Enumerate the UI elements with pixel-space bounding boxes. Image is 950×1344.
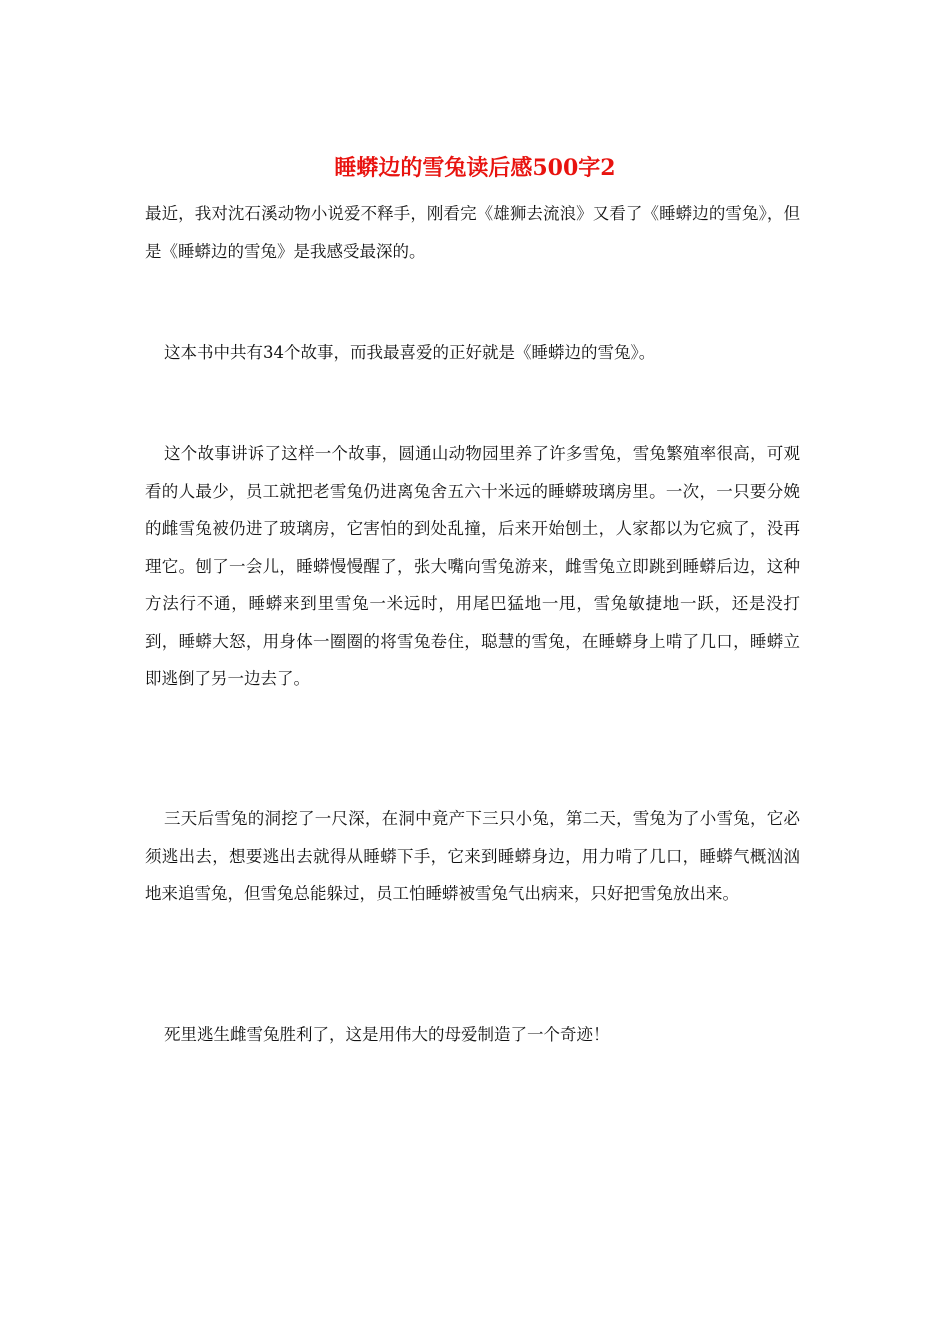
paragraph-escape: 三天后雪兔的洞挖了一尺深，在洞中竟产下三只小兔，第二天，雪兔为了小雪兔，它必须逃出去，想要逃出去就得从睡蟒下手，它来到睡蟒身边，用力啃了几口，睡蟒气概汹汹地来追雪兔，但雪兔总能躲过，员工怕睡蟒被雪兔气出病来，只好把雪兔放出来。 [145,809,800,903]
paragraph-story: 这个故事讲诉了这样一个故事，圆通山动物园里养了许多雪兔，雪兔繁殖率很高，可观看的人最少，员工就把老雪兔仍进离兔舍五六十米远的睡蟒玻璃房里。一次，一只要分娩的雌雪兔被仍进了玻璃房，它害怕的到处乱撞，后来开始刨土，人家都以为它疯了，没再理它。刨了一会儿，睡蟒慢慢醒了，张大嘴向雪兔游来，雌雪兔立即跳到睡蟒后边，这种方法行不通，睡蟒来到里雪兔一米远时，用尾巴猛地一甩，雪兔敏捷地一跃，还是没打到，睡蟒大怒，用身体一圈圈的将雪兔卷住，聪慧的雪兔，在睡蟒身上啃了几口，睡蟒立即逃倒了另一边去了。 [145,444,800,688]
paragraph-book-info: 这本书中共有34个故事，而我最喜爱的正好就是《睡蟒边的雪兔》。 [164,343,656,362]
paragraph-conclusion: 死里逃生雌雪兔胜利了，这是用伟大的母爱制造了一个奇迹！ [164,1025,610,1044]
paragraph-intro: 最近，我对沈石溪动物小说爱不释手，刚看完《雄狮去流浪》又看了《睡蟒边的雪兔》，但是《睡蟒边的雪兔》是我感受最深的。 [145,204,800,261]
document-title: 睡蟒边的雪兔读后感500字2 [334,155,616,181]
